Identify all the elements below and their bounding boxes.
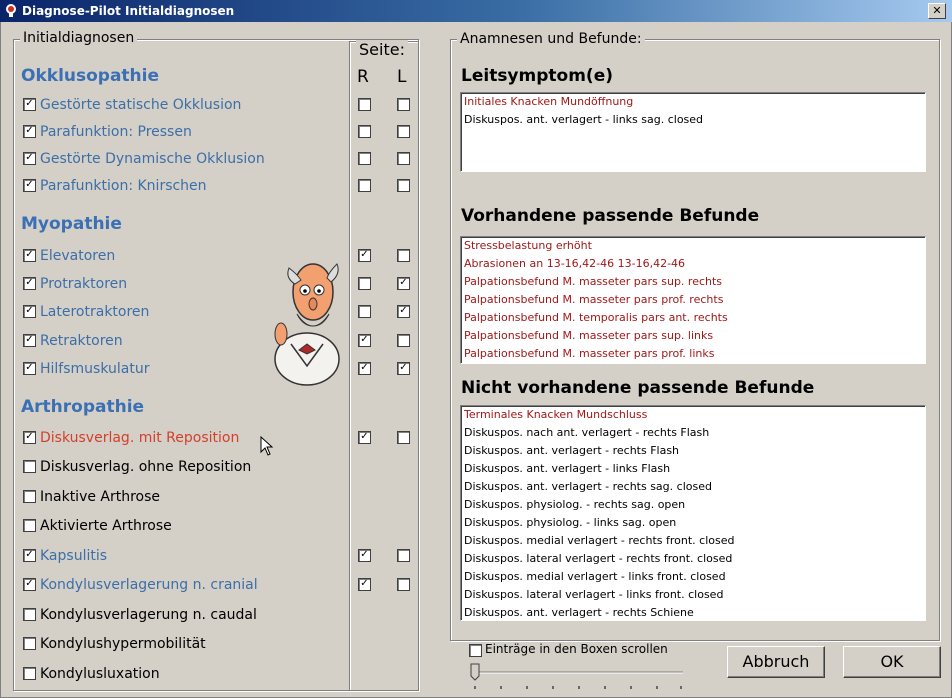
list-item[interactable]: Diskuspos. nach ant. verlagert - rechts Flash [464, 426, 710, 439]
side-right-checkbox[interactable]: ✓ [358, 362, 371, 375]
scroll-checkbox[interactable] [469, 644, 482, 657]
list-item[interactable]: Diskuspos. medial verlagert - links front. closed [464, 570, 726, 583]
diagnosis-checkbox[interactable]: ✓ [23, 98, 36, 111]
side-left-checkbox[interactable] [397, 249, 410, 262]
diagnosis-label: Parafunktion: Pressen [40, 124, 192, 140]
side-left-checkbox[interactable] [397, 578, 410, 591]
vorhandene-title: Vorhandene passende Befunde [461, 206, 760, 226]
diagnosis-checkbox[interactable]: ✓ [23, 305, 36, 318]
diagnosis-label: Inaktive Arthrose [40, 489, 161, 505]
list-item[interactable]: Initiales Knacken Mundöffnung [464, 95, 634, 108]
diagnosis-label: Aktivierte Arthrose [40, 518, 172, 534]
side-right-checkbox[interactable] [358, 152, 371, 165]
ok-button[interactable]: OK [843, 646, 941, 678]
list-item[interactable]: Palpationsbefund M. masseter pars prof. links [464, 347, 715, 360]
diagnosis-label: Gestörte statische Okklusion [40, 97, 242, 113]
vorhandene-listbox[interactable] [460, 236, 926, 364]
diagnosis-label: Kondylusverlagerung n. caudal [40, 607, 257, 623]
category-arthropathie: Arthropathie [21, 397, 145, 417]
list-item[interactable]: Diskuspos. ant. verlagert - rechts sag. closed [464, 480, 712, 493]
side-right-checkbox[interactable] [358, 305, 371, 318]
anamnesen-legend: Anamnesen und Befunde: [457, 31, 645, 47]
diagnosis-checkbox[interactable] [23, 490, 36, 503]
list-item[interactable]: Diskuspos. ant. verlagert - rechts Flash [464, 444, 680, 457]
side-left-checkbox[interactable]: ✓ [397, 277, 410, 290]
seite-legend: Seite: [356, 40, 408, 59]
close-button[interactable]: ✕ [928, 3, 946, 19]
doctor-mascot-image [267, 254, 343, 386]
side-left-checkbox[interactable] [397, 334, 410, 347]
diagnosis-label: Elevatoren [40, 248, 116, 264]
list-item[interactable]: Diskuspos. lateral verlagert - links front. closed [464, 588, 724, 601]
side-right-checkbox[interactable]: ✓ [358, 549, 371, 562]
diagnosis-checkbox[interactable]: ✓ [23, 578, 36, 591]
side-left-checkbox[interactable] [397, 179, 410, 192]
diagnosis-label: Kapsulitis [40, 548, 108, 564]
side-left-checkbox[interactable] [397, 549, 410, 562]
side-left-checkbox[interactable]: ✓ [397, 305, 410, 318]
list-item[interactable]: Diskuspos. ant. verlagert - rechts Schiene [464, 606, 694, 619]
category-okklusopathie: Okklusopathie [21, 66, 160, 86]
list-item[interactable]: Terminales Knacken Mundschluss [464, 408, 648, 421]
side-right-checkbox[interactable]: ✓ [358, 334, 371, 347]
diagnosis-checkbox[interactable]: ✓ [23, 431, 36, 444]
diagnosis-checkbox[interactable]: ✓ [23, 152, 36, 165]
list-item[interactable]: Palpationsbefund M. masseter pars sup. rechts [464, 275, 723, 288]
diagnosis-label: Diskusverlag. ohne Reposition [40, 459, 252, 475]
diagnosis-checkbox[interactable] [23, 608, 36, 621]
diagnosis-label: Gestörte Dynamische Okklusion [40, 151, 265, 167]
diagnosis-checkbox[interactable]: ✓ [23, 249, 36, 262]
diagnosis-label: Parafunktion: Knirschen [40, 178, 207, 194]
side-right-checkbox[interactable]: ✓ [358, 578, 371, 591]
diagnosis-checkbox[interactable]: ✓ [23, 277, 36, 290]
diagnosis-label: Kondylushypermobilität [40, 636, 206, 652]
diagnosis-checkbox[interactable] [23, 637, 36, 650]
left-side-header: L [397, 67, 407, 87]
diagnosis-label: Hilfsmuskulatur [40, 361, 150, 377]
right-side-header: R [357, 67, 369, 87]
window-title: Diagnose-Pilot Initialdiagnosen [22, 4, 235, 18]
dialog-body [0, 22, 952, 698]
leitsymptom-title: Leitsymptom(e) [461, 66, 613, 86]
diagnosis-label: Protraktoren [40, 276, 128, 292]
app-icon [4, 3, 18, 18]
diagnosis-label: Kondylusluxation [40, 666, 160, 682]
list-item[interactable]: Palpationsbefund M. masseter pars prof. rechts [464, 293, 724, 306]
side-right-checkbox[interactable] [358, 179, 371, 192]
nicht-vorhandene-title: Nicht vorhandene passende Befunde [461, 378, 815, 398]
side-right-checkbox[interactable] [358, 277, 371, 290]
side-right-checkbox[interactable] [358, 98, 371, 111]
list-item[interactable]: Diskuspos. ant. verlagert - links Flash [464, 462, 671, 475]
diagnosis-label: Kondylusverlagerung n. cranial [40, 577, 258, 593]
diagnosis-label: Retraktoren [40, 333, 123, 349]
mouse-cursor-icon [260, 436, 276, 458]
side-left-checkbox[interactable]: ✓ [397, 362, 410, 375]
list-item[interactable]: Diskuspos. physiolog. - links sag. open [464, 516, 677, 529]
nicht-vorhandene-listbox[interactable] [460, 405, 926, 621]
list-item[interactable]: Palpationsbefund M. temporalis pars ant. rechts [464, 311, 728, 324]
diagnosis-checkbox[interactable]: ✓ [23, 334, 36, 347]
diagnosis-label: Laterotraktoren [40, 304, 150, 320]
side-left-checkbox[interactable] [397, 152, 410, 165]
cancel-button[interactable]: Abbruch [727, 646, 825, 678]
list-item[interactable]: Stressbelastung erhöht [464, 239, 592, 252]
list-item[interactable]: Diskuspos. ant. verlagert - links sag. closed [464, 113, 704, 126]
list-item[interactable]: Abrasionen an 13-16,42-46 13-16,42-46 [464, 257, 686, 270]
list-item[interactable]: Palpationsbefund M. masseter pars sup. links [464, 329, 714, 342]
diagnosis-checkbox[interactable] [23, 519, 36, 532]
scroll-speed-slider[interactable] [467, 662, 687, 690]
diagnosis-checkbox[interactable] [23, 460, 36, 473]
diagnosis-checkbox[interactable] [23, 667, 36, 680]
side-right-checkbox[interactable]: ✓ [358, 249, 371, 262]
side-left-checkbox[interactable] [397, 125, 410, 138]
side-left-checkbox[interactable] [397, 431, 410, 444]
diagnosis-checkbox[interactable]: ✓ [23, 179, 36, 192]
list-item[interactable]: Diskuspos. physiolog. - rechts sag. open [464, 498, 686, 511]
side-right-checkbox[interactable] [358, 125, 371, 138]
diagnosis-checkbox[interactable]: ✓ [23, 362, 36, 375]
title-bar [0, 0, 952, 22]
category-myopathie: Myopathie [21, 214, 122, 234]
side-right-checkbox[interactable]: ✓ [358, 431, 371, 444]
scroll-checkbox-label: Einträge in den Boxen scrollen [485, 642, 668, 656]
list-item[interactable]: Diskuspos. lateral verlagert - rechts front. closed [464, 552, 733, 565]
side-left-checkbox[interactable] [397, 98, 410, 111]
leitsymptom-listbox[interactable] [460, 92, 926, 172]
diagnosis-checkbox[interactable]: ✓ [23, 549, 36, 562]
diagnosis-label: Diskusverlag. mit Reposition [40, 430, 240, 446]
list-item[interactable]: Diskuspos. medial verlagert - rechts front. closed [464, 534, 735, 547]
diagnosis-checkbox[interactable]: ✓ [23, 125, 36, 138]
initialdiagnosen-legend: Initialdiagnosen [20, 30, 137, 46]
